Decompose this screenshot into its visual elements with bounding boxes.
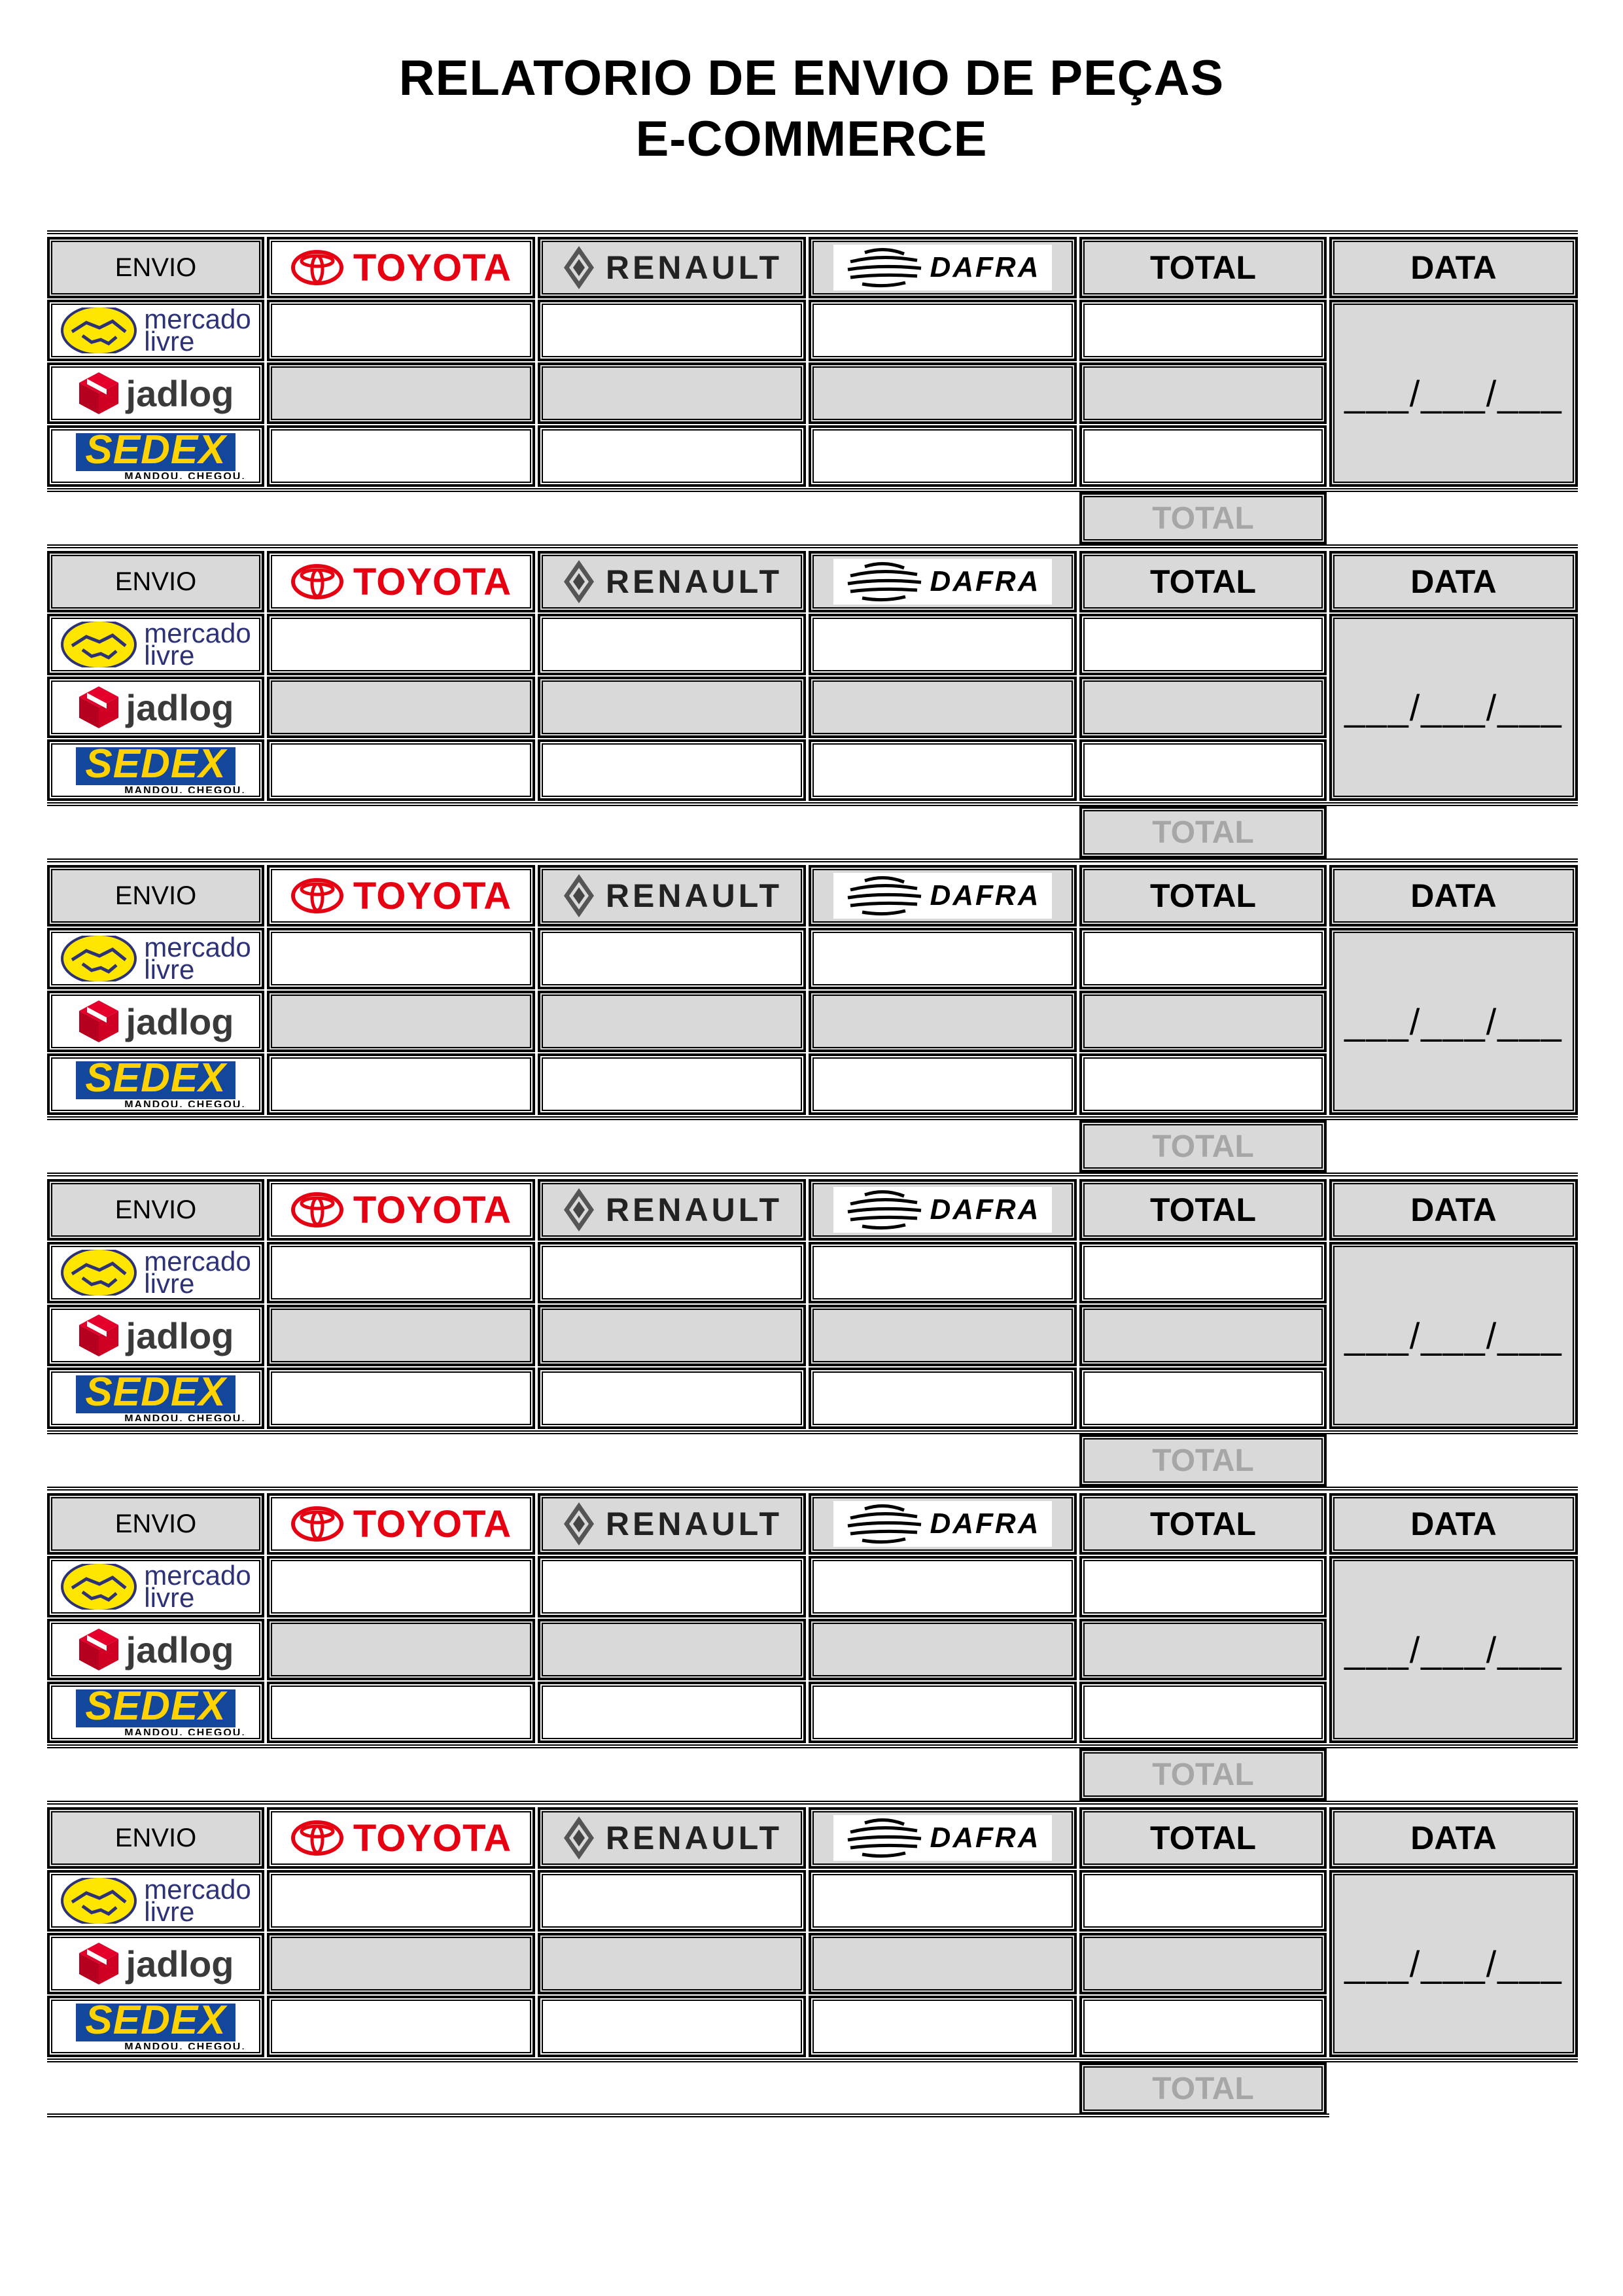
header-data: DATA [1329, 551, 1578, 612]
input-cell-mercado-toyota[interactable] [267, 1242, 535, 1303]
footer-total-field[interactable]: TOTAL [1079, 492, 1327, 544]
carrier-jadlog [47, 677, 264, 738]
header-dafra [809, 551, 1077, 612]
input-cell-mercado-renault[interactable] [538, 1242, 806, 1303]
jadlog-box-icon [78, 1313, 120, 1358]
input-cell-sedex-dafra[interactable] [809, 1368, 1077, 1429]
input-cell-sedex-renault[interactable] [538, 1053, 806, 1115]
shipping-block-2 [47, 544, 1578, 858]
carrier-sedex [47, 739, 264, 801]
input-cell-mercado-dafra[interactable] [809, 1556, 1077, 1617]
header-renault [538, 237, 806, 298]
shipping-block-6 [47, 1801, 1578, 2115]
toyota-emblem-icon [290, 249, 344, 286]
carrier-sedex [47, 1682, 264, 1743]
input-cell-sedex-renault[interactable] [538, 739, 806, 801]
footer-total-field[interactable]: TOTAL [1079, 1120, 1327, 1173]
jadlog-box-icon [78, 1627, 120, 1672]
renault-diamond-icon [561, 559, 597, 605]
input-cell-sedex-dafra[interactable] [809, 739, 1077, 801]
divider-line [47, 1430, 1578, 1434]
input-cell-sedex-total[interactable] [1079, 1368, 1327, 1429]
input-cell-sedex-toyota[interactable] [267, 1996, 535, 2057]
carrier-jadlog [47, 991, 264, 1052]
toyota-emblem-icon [290, 1506, 344, 1542]
input-cell-mercado-toyota[interactable] [267, 928, 535, 989]
input-cell-mercado-total[interactable] [1079, 928, 1327, 989]
divider-line [47, 802, 1578, 806]
input-cell-sedex-dafra[interactable] [809, 425, 1077, 487]
jadlog-box-icon [78, 1941, 120, 1986]
header-toyota [267, 865, 535, 927]
input-cell-mercado-renault[interactable] [538, 1556, 806, 1617]
renault-diamond-icon [561, 1187, 597, 1233]
input-cell-sedex-total[interactable] [1079, 1996, 1327, 2057]
renault-logo: RENAULT [546, 1187, 798, 1233]
input-cell-jadlog-renault[interactable] [538, 1933, 806, 1994]
renault-logo: RENAULT [546, 559, 798, 605]
handshake-icon [60, 308, 137, 353]
header-envio: ENVIO [47, 237, 264, 298]
input-cell-sedex-dafra[interactable] [809, 1682, 1077, 1743]
shipping-block-4 [47, 1173, 1578, 1487]
input-cell-jadlog-dafra[interactable] [809, 1619, 1077, 1680]
input-cell-jadlog-renault[interactable] [538, 1305, 806, 1366]
input-cell-mercado-total[interactable] [1079, 300, 1327, 361]
header-total: TOTAL [1079, 1807, 1327, 1869]
sedex-logo: SEDEX MANDOU. CHEGOU. [55, 747, 256, 793]
handshake-icon [60, 1250, 137, 1296]
header-total: TOTAL [1079, 551, 1327, 612]
sedex-logo: SEDEX MANDOU. CHEGOU. [55, 1689, 256, 1735]
dafra-emblem-icon [845, 1190, 924, 1230]
header-data: DATA [1329, 237, 1578, 298]
toyota-logo: TOYOTA [275, 559, 527, 605]
jadlog-logo: jadlog [55, 1313, 256, 1358]
jadlog-logo: jadlog [55, 998, 256, 1044]
header-total: TOTAL [1079, 865, 1327, 927]
date-field[interactable]: ___/___/___ [1329, 1242, 1578, 1429]
input-cell-mercado-dafra[interactable] [809, 1870, 1077, 1932]
input-cell-sedex-dafra[interactable] [809, 1053, 1077, 1115]
renault-logo: RENAULT [546, 873, 798, 919]
mercado-livre-logo: mercado livre [55, 308, 256, 353]
jadlog-box-icon [78, 999, 120, 1044]
input-cell-sedex-renault[interactable] [538, 1996, 806, 2057]
header-renault [538, 1493, 806, 1555]
footer-total-field[interactable]: TOTAL [1079, 2062, 1327, 2115]
input-cell-jadlog-total[interactable] [1079, 677, 1327, 738]
jadlog-logo: jadlog [55, 684, 256, 730]
dafra-emblem-icon [845, 875, 924, 916]
footer-total-field[interactable]: TOTAL [1079, 806, 1327, 858]
input-cell-mercado-toyota[interactable] [267, 1870, 535, 1932]
divider-line [47, 1801, 1578, 1805]
mercado-livre-logo: mercado livre [55, 1878, 256, 1924]
footer-total-field[interactable]: TOTAL [1079, 1434, 1327, 1487]
input-cell-jadlog-total[interactable] [1079, 362, 1327, 424]
date-field[interactable]: ___/___/___ [1329, 614, 1578, 801]
header-data: DATA [1329, 1807, 1578, 1869]
header-envio: ENVIO [47, 1179, 264, 1241]
date-field[interactable]: ___/___/___ [1329, 1870, 1578, 2057]
footer-total-field[interactable]: TOTAL [1079, 1748, 1327, 1801]
input-cell-jadlog-total[interactable] [1079, 1305, 1327, 1366]
input-cell-mercado-total[interactable] [1079, 1870, 1327, 1932]
renault-diamond-icon [561, 1815, 597, 1861]
divider-line [47, 1744, 1578, 1748]
dafra-logo: DAFRA [816, 873, 1069, 919]
dafra-logo: DAFRA [816, 245, 1069, 291]
input-cell-sedex-toyota[interactable] [267, 1053, 535, 1115]
renault-logo: RENAULT [546, 1501, 798, 1547]
handshake-icon [60, 622, 137, 667]
jadlog-logo: jadlog [55, 1627, 256, 1672]
header-dafra [809, 1493, 1077, 1555]
divider-line [47, 488, 1578, 492]
carrier-jadlog [47, 1305, 264, 1366]
toyota-logo: TOYOTA [275, 873, 527, 919]
header-data: DATA [1329, 1179, 1578, 1241]
input-cell-mercado-toyota[interactable] [267, 300, 535, 361]
mercado-livre-logo: mercado livre [55, 622, 256, 667]
carrier-mercado-livre [47, 300, 264, 361]
carrier-mercado-livre [47, 928, 264, 989]
carrier-mercado-livre [47, 614, 264, 675]
input-cell-jadlog-dafra[interactable] [809, 362, 1077, 424]
toyota-emblem-icon [290, 1192, 344, 1228]
carrier-mercado-livre [47, 1242, 264, 1303]
input-cell-jadlog-renault[interactable] [538, 1619, 806, 1680]
dafra-logo: DAFRA [816, 1815, 1069, 1861]
header-total: TOTAL [1079, 237, 1327, 298]
input-cell-jadlog-renault[interactable] [538, 991, 806, 1052]
input-cell-mercado-toyota[interactable] [267, 614, 535, 675]
date-field[interactable]: ___/___/___ [1329, 928, 1578, 1115]
carrier-sedex [47, 425, 264, 487]
header-dafra [809, 1179, 1077, 1241]
jadlog-logo: jadlog [55, 370, 256, 416]
page-subtitle: E-COMMERCE [635, 111, 988, 167]
input-cell-mercado-toyota[interactable] [267, 1556, 535, 1617]
input-cell-jadlog-toyota[interactable] [267, 1305, 535, 1366]
divider-line [47, 1487, 1578, 1491]
handshake-icon [60, 1564, 137, 1610]
toyota-emblem-icon [290, 563, 344, 600]
input-cell-mercado-dafra[interactable] [809, 928, 1077, 989]
input-cell-sedex-total[interactable] [1079, 425, 1327, 487]
divider-line [47, 858, 1578, 862]
bottom-line [47, 2113, 1329, 2117]
dafra-logo: DAFRA [816, 1501, 1069, 1547]
carrier-jadlog [47, 1933, 264, 1994]
divider-line [47, 2058, 1578, 2062]
header-toyota [267, 1493, 535, 1555]
page-title: RELATORIO DE ENVIO DE PEÇAS [398, 50, 1225, 106]
dafra-emblem-icon [845, 561, 924, 602]
carrier-sedex [47, 1368, 264, 1429]
input-cell-jadlog-toyota[interactable] [267, 362, 535, 424]
input-cell-jadlog-toyota[interactable] [267, 677, 535, 738]
input-cell-jadlog-toyota[interactable] [267, 991, 535, 1052]
divider-line [47, 1116, 1578, 1120]
jadlog-box-icon [78, 685, 120, 730]
header-envio: ENVIO [47, 551, 264, 612]
toyota-logo: TOYOTA [275, 1815, 527, 1861]
sedex-logo: SEDEX MANDOU. CHEGOU. [55, 1375, 256, 1421]
header-toyota [267, 1179, 535, 1241]
dafra-logo: DAFRA [816, 1187, 1069, 1233]
shipping-block-1 [47, 230, 1578, 544]
header-renault [538, 551, 806, 612]
input-cell-mercado-renault[interactable] [538, 928, 806, 989]
header-toyota [267, 551, 535, 612]
header-toyota [267, 1807, 535, 1869]
input-cell-mercado-total[interactable] [1079, 1556, 1327, 1617]
input-cell-mercado-total[interactable] [1079, 614, 1327, 675]
mercado-livre-logo: mercado livre [55, 936, 256, 981]
input-cell-sedex-renault[interactable] [538, 425, 806, 487]
input-cell-jadlog-dafra[interactable] [809, 1933, 1077, 1994]
header-data: DATA [1329, 865, 1578, 927]
jadlog-box-icon [78, 371, 120, 415]
renault-diamond-icon [561, 245, 597, 291]
input-cell-jadlog-toyota[interactable] [267, 1933, 535, 1994]
header-total: TOTAL [1079, 1493, 1327, 1555]
input-cell-jadlog-renault[interactable] [538, 362, 806, 424]
handshake-icon [60, 1878, 137, 1924]
input-cell-mercado-total[interactable] [1079, 1242, 1327, 1303]
jadlog-logo: jadlog [55, 1941, 256, 1987]
handshake-icon [60, 936, 137, 981]
dafra-emblem-icon [845, 1818, 924, 1858]
header-envio: ENVIO [47, 1493, 264, 1555]
input-cell-jadlog-total[interactable] [1079, 991, 1327, 1052]
header-toyota [267, 237, 535, 298]
input-cell-mercado-dafra[interactable] [809, 1242, 1077, 1303]
carrier-sedex [47, 1996, 264, 2057]
header-data: DATA [1329, 1493, 1578, 1555]
carrier-jadlog [47, 362, 264, 424]
input-cell-jadlog-toyota[interactable] [267, 1619, 535, 1680]
sedex-logo: SEDEX MANDOU. CHEGOU. [55, 2004, 256, 2049]
sedex-logo: SEDEX MANDOU. CHEGOU. [55, 433, 256, 479]
shipping-block-3 [47, 858, 1578, 1173]
date-field[interactable]: ___/___/___ [1329, 300, 1578, 487]
mercado-livre-logo: mercado livre [55, 1564, 256, 1610]
input-cell-sedex-toyota[interactable] [267, 1368, 535, 1429]
dafra-logo: DAFRA [816, 559, 1069, 605]
input-cell-sedex-total[interactable] [1079, 1053, 1327, 1115]
toyota-logo: TOYOTA [275, 1187, 527, 1233]
input-cell-sedex-renault[interactable] [538, 1682, 806, 1743]
header-renault [538, 1807, 806, 1869]
toyota-emblem-icon [290, 1820, 344, 1856]
carrier-mercado-livre [47, 1870, 264, 1932]
input-cell-jadlog-dafra[interactable] [809, 991, 1077, 1052]
date-field[interactable]: ___/___/___ [1329, 1556, 1578, 1743]
header-dafra [809, 865, 1077, 927]
renault-logo: RENAULT [546, 245, 798, 291]
header-dafra [809, 237, 1077, 298]
input-cell-sedex-total[interactable] [1079, 1682, 1327, 1743]
input-cell-mercado-renault[interactable] [538, 1870, 806, 1932]
renault-diamond-icon [561, 873, 597, 919]
header-total: TOTAL [1079, 1179, 1327, 1241]
divider-line [47, 230, 1578, 234]
input-cell-mercado-dafra[interactable] [809, 614, 1077, 675]
input-cell-sedex-total[interactable] [1079, 739, 1327, 801]
input-cell-sedex-toyota[interactable] [267, 739, 535, 801]
header-envio: ENVIO [47, 1807, 264, 1869]
header-envio: ENVIO [47, 865, 264, 927]
renault-diamond-icon [561, 1501, 597, 1547]
input-cell-sedex-dafra[interactable] [809, 1996, 1077, 2057]
header-renault [538, 865, 806, 927]
input-cell-jadlog-total[interactable] [1079, 1933, 1327, 1994]
input-cell-mercado-renault[interactable] [538, 300, 806, 361]
mercado-livre-logo: mercado livre [55, 1250, 256, 1296]
input-cell-sedex-renault[interactable] [538, 1368, 806, 1429]
input-cell-jadlog-dafra[interactable] [809, 1305, 1077, 1366]
input-cell-jadlog-total[interactable] [1079, 1619, 1327, 1680]
renault-logo: RENAULT [546, 1815, 798, 1861]
carrier-mercado-livre [47, 1556, 264, 1617]
carrier-sedex [47, 1053, 264, 1115]
divider-line [47, 544, 1578, 548]
shipping-block-5 [47, 1487, 1578, 1801]
input-cell-mercado-dafra[interactable] [809, 300, 1077, 361]
toyota-emblem-icon [290, 877, 344, 914]
dafra-emblem-icon [845, 247, 924, 288]
header-renault [538, 1179, 806, 1241]
input-cell-jadlog-dafra[interactable] [809, 677, 1077, 738]
input-cell-sedex-toyota[interactable] [267, 425, 535, 487]
toyota-logo: TOYOTA [275, 1501, 527, 1547]
input-cell-jadlog-renault[interactable] [538, 677, 806, 738]
dafra-emblem-icon [845, 1504, 924, 1544]
divider-line [47, 1173, 1578, 1176]
toyota-logo: TOYOTA [275, 245, 527, 291]
input-cell-sedex-toyota[interactable] [267, 1682, 535, 1743]
header-dafra [809, 1807, 1077, 1869]
carrier-jadlog [47, 1619, 264, 1680]
sedex-logo: SEDEX MANDOU. CHEGOU. [55, 1061, 256, 1107]
input-cell-mercado-renault[interactable] [538, 614, 806, 675]
